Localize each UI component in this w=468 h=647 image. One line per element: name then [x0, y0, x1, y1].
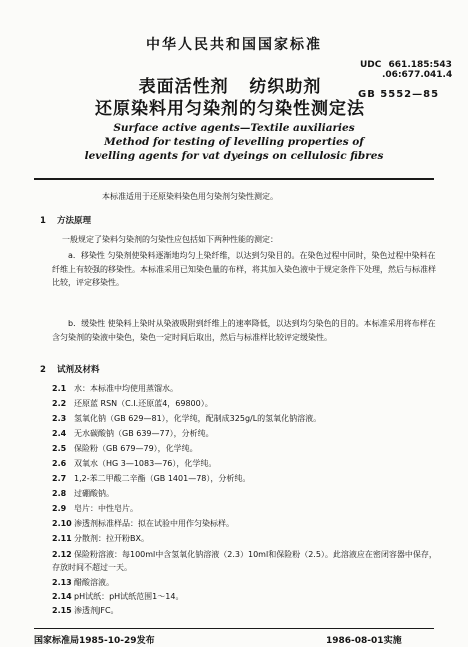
gb-number: GB 5552—85	[358, 89, 440, 100]
list-item: 2.5 保险粉（GB 679—79），化学纯。	[52, 444, 198, 453]
section-2-heading	[40, 363, 99, 375]
list-item: 2.4 无水碳酸钠（GB 639—77），分析纯。	[52, 429, 214, 438]
list-item: 2.11 分散剂：拉开粉BX。	[52, 534, 149, 543]
section-title: 方法原理	[56, 216, 91, 226]
list-item: 2.10 渗透剂标准样品：拟在试验中用作匀染标样。	[52, 519, 234, 528]
udc-code	[360, 60, 452, 70]
udc-label: UDC	[360, 60, 382, 70]
title-cn-line-2: 还原染料用匀染剂的匀染性测定法	[95, 99, 365, 119]
udc-code-1: 661.185:543	[388, 60, 452, 70]
issue-date: 国家标准局1985-10-29发布	[34, 636, 155, 646]
title-cn-line-1: 表面活性剂 纺织助剂	[138, 77, 322, 97]
section-1-lead: 一般规定了染料匀染剂的匀染性应包括如下两种性能的测定：	[62, 235, 278, 244]
list-item: 2.9 皂片：中性皂片。	[52, 504, 138, 513]
standard-header: 中华人民共和国国家标准	[146, 37, 322, 53]
title-en-line-1: Surface active agents—Textile auxiliaries	[113, 122, 355, 134]
udc-code-2: .06:677.041.4	[382, 70, 453, 80]
title-en-line-2: Method for testing of levelling properties of	[104, 136, 364, 148]
list-item: 2.6 双氧水（HG 3—1083—76），化学纯。	[52, 459, 217, 468]
paragraph-a: a．移染性 匀染剂使染料逐渐地均匀上染纤维，以达到匀染目的。在染色过程中同时，染色过程中染料在纤维上有较强的移染性。本标准采用已知染色量的布样，将其加入染色液中于规定条件下处理，然后与标准样比较，评定移染性。	[52, 251, 436, 287]
list-item: 2.7 1,2-苯二甲酸二辛酯（GB 1401—78），分析纯。	[52, 474, 251, 483]
title-en-line-3: levelling agents for vat dyeings on cellulosic fibres	[84, 150, 384, 162]
list-item: 2.8 过硼酸钠。	[52, 489, 114, 498]
list-item: 2.3 氢氧化钠（GB 629—81），化学纯，配制成325g/L的氢氧化钠溶液。	[52, 414, 322, 423]
paragraph-b: b．缓染性 使染料上染时从染液吸附到纤维上的速率降低，以达到均匀染色的目的。本标准采用将布样在含匀染剂的染液中染色，染色一定时间后取出，然后与标准样比较评定缓染性。	[52, 319, 436, 342]
list-item: 2.13 醋酸溶液。	[52, 578, 114, 587]
effective-date: 1986-08-01实施	[326, 636, 402, 646]
section-title: 试剂及材料	[56, 365, 100, 375]
title-divider	[34, 178, 434, 180]
section-1-heading	[40, 214, 91, 226]
section-number: 1	[40, 216, 46, 226]
list-item: 2.15 渗透剂JFC。	[52, 606, 119, 615]
list-item: 2.1 水：本标准中均使用蒸馏水。	[52, 384, 178, 393]
intro-text: 本标准适用于还原染料染色用匀染剂匀染性测定。	[102, 192, 278, 201]
list-item: 2.12 保险粉溶液：每100ml中含氢氧化钠溶液（2.3）10ml和保险粉（2.5）。此溶液应在密闭容器中保存，存放时间不超过一天。	[52, 550, 437, 572]
list-item: 2.14 pH试纸：pH试纸范围1～14。	[52, 592, 184, 601]
list-item: 2.2 还原蓝 RSN（C.I.还原蓝4，69800）。	[52, 399, 213, 408]
footer-divider	[34, 628, 434, 629]
section-number: 2	[40, 365, 46, 375]
